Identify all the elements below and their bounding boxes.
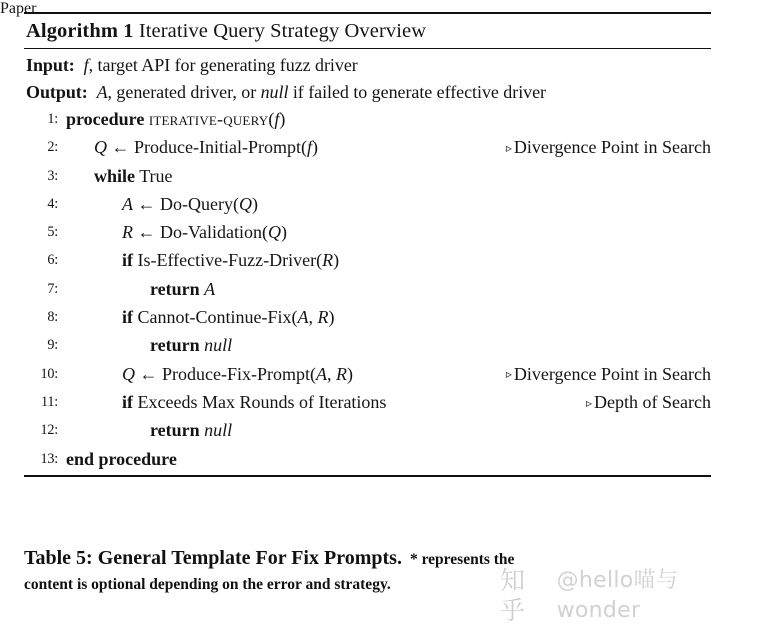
algorithm-line xyxy=(24,445,711,473)
algorithm-bottom-rule xyxy=(24,475,711,477)
line-code xyxy=(24,303,335,331)
line-code xyxy=(24,162,173,190)
line-number: 4: xyxy=(47,195,58,212)
output-var: A xyxy=(96,81,108,102)
code-keyword: return xyxy=(150,335,200,356)
line-code xyxy=(24,360,353,388)
algorithm-line xyxy=(24,105,711,133)
output-label: Output: xyxy=(26,81,88,102)
code-text: R ← Do-Validation(Q) xyxy=(122,222,287,243)
algorithm-title-text: Iterative Query Strategy Overview xyxy=(138,20,427,42)
algorithm-line xyxy=(24,246,711,274)
comment-text: Depth of Search xyxy=(594,391,711,412)
algorithm-line xyxy=(24,388,711,416)
line-number: 5: xyxy=(47,224,58,241)
code-text: Exceeds Max Rounds of Iterations xyxy=(133,391,387,412)
algorithm-block xyxy=(24,12,711,477)
line-code xyxy=(24,388,386,416)
line-code xyxy=(24,331,232,359)
code-text: A xyxy=(204,278,216,299)
line-number: 13: xyxy=(40,450,58,467)
comment-text: Divergence Point in Search xyxy=(513,363,711,384)
code-comment xyxy=(506,133,711,162)
input-var: f xyxy=(83,55,89,75)
algorithm-line xyxy=(24,275,711,303)
code-text: Q ← Produce-Fix-Prompt(A, R) xyxy=(122,363,353,384)
algorithm-line xyxy=(24,162,711,190)
code-keyword: if xyxy=(122,307,133,328)
code-text: Is-Effective-Fuzz-Driver(R) xyxy=(133,250,340,271)
table-caption-title: Table 5: General Template For Fix Prompts. xyxy=(24,547,402,569)
line-number: 7: xyxy=(47,280,58,297)
algorithm-line xyxy=(24,416,711,444)
line-number: 6: xyxy=(47,252,58,269)
table-caption-line-2: content is optional depending on the error and strategy. xyxy=(24,576,391,593)
algorithm-input-line xyxy=(24,52,711,79)
code-text: Q ← Produce-Initial-Prompt(f) xyxy=(94,137,318,158)
line-code xyxy=(24,133,318,161)
code-keyword: procedure xyxy=(66,109,145,129)
line-number: 11: xyxy=(40,393,58,410)
comment-triangle-icon: ▹ xyxy=(505,367,512,382)
line-code xyxy=(24,218,287,246)
code-smallcaps-name: iterative-query xyxy=(148,109,269,129)
code-text: Cannot-Continue-Fix(A, R) xyxy=(133,307,335,328)
line-code xyxy=(24,275,215,303)
line-code xyxy=(24,416,232,444)
line-number: 1: xyxy=(47,111,58,127)
input-desc: , target API for generating fuzz driver xyxy=(88,55,358,75)
algorithm-line xyxy=(24,331,711,359)
table-caption-line-1 xyxy=(24,545,724,573)
line-number: 8: xyxy=(47,309,58,326)
algorithm-line xyxy=(24,190,711,218)
line-number: 12: xyxy=(40,422,58,439)
line-number: 9: xyxy=(47,337,58,354)
table-caption-note-1: * represents the xyxy=(409,551,515,568)
code-comment xyxy=(506,360,711,389)
output-desc-a: , generated driver, or xyxy=(107,81,261,102)
algorithm-line xyxy=(24,303,711,331)
code-text: (f) xyxy=(268,109,286,129)
line-number: 2: xyxy=(47,139,58,156)
line-code xyxy=(24,105,285,133)
code-text: A ← Do-Query(Q) xyxy=(122,193,258,214)
zhihu-logo-icon: 知乎 xyxy=(500,566,525,625)
line-code xyxy=(24,246,339,274)
algorithm-label: Algorithm 1 xyxy=(26,20,134,42)
line-code xyxy=(24,190,258,218)
input-label: Input: xyxy=(26,55,75,75)
output-null: null xyxy=(260,81,289,102)
algorithm-title xyxy=(24,14,711,48)
line-number: 3: xyxy=(47,167,58,184)
algorithm-line xyxy=(24,133,711,161)
code-keyword: return xyxy=(150,278,200,299)
output-desc-b: if failed to generate effective driver xyxy=(288,81,546,102)
watermark-handle: @hello喵与wonder xyxy=(556,568,679,623)
code-text: null xyxy=(204,420,233,441)
code-comment xyxy=(586,388,711,417)
table-caption xyxy=(24,545,724,597)
code-keyword: end procedure xyxy=(66,448,177,469)
comment-text: Divergence Point in Search xyxy=(513,137,711,158)
algorithm-body xyxy=(24,49,711,473)
algorithm-code-lines xyxy=(24,105,711,473)
line-code xyxy=(24,445,177,473)
code-text: null xyxy=(204,335,233,356)
code-keyword: while xyxy=(94,165,136,186)
code-keyword: return xyxy=(150,420,200,441)
comment-triangle-icon: ▹ xyxy=(586,395,593,410)
comment-triangle-icon: ▹ xyxy=(505,140,512,155)
code-keyword: if xyxy=(122,250,133,271)
code-text: True xyxy=(135,165,173,186)
code-keyword: if xyxy=(122,391,133,412)
line-number: 10: xyxy=(40,365,58,382)
algorithm-output-line xyxy=(24,79,711,106)
algorithm-line xyxy=(24,218,711,246)
algorithm-line xyxy=(24,360,711,388)
